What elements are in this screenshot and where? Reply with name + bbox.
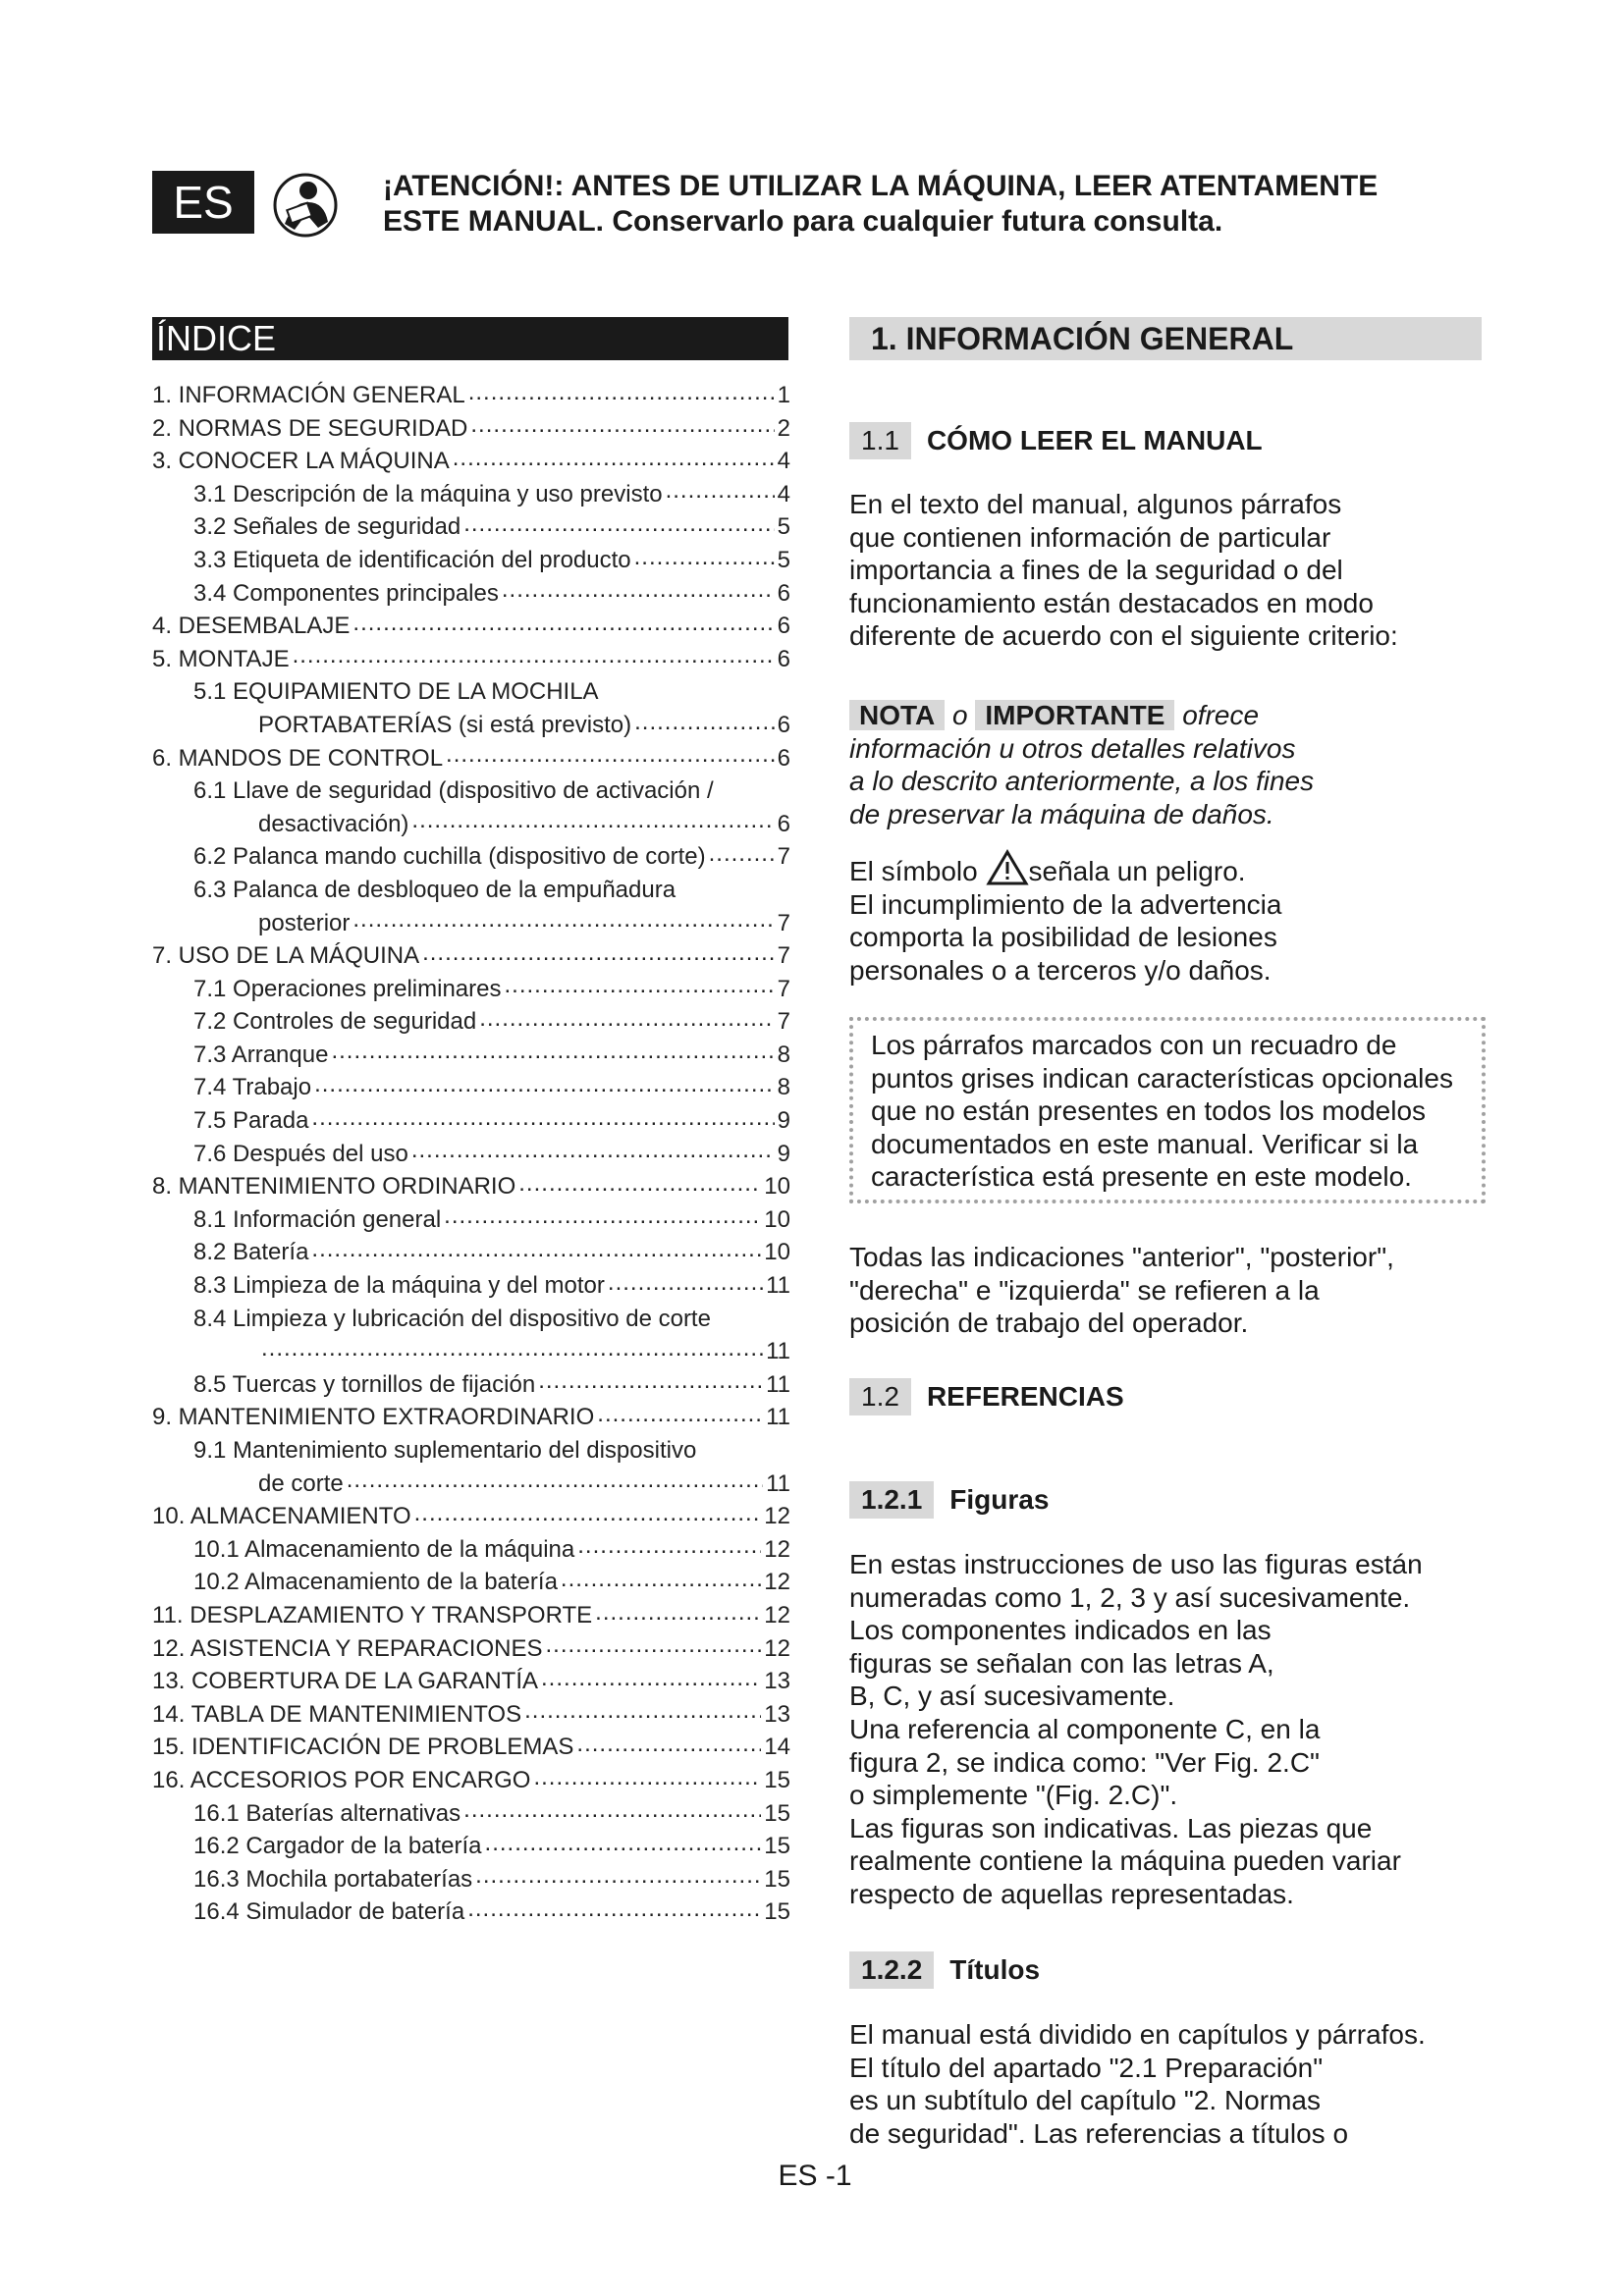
symbol-post-text: señala un peligro. (1028, 856, 1246, 886)
toc-entry (152, 478, 790, 511)
text-line: a lo descrito anteriormente, a los fines (849, 766, 1315, 797)
toc-entry-page: 11 (766, 1469, 790, 1497)
text-line: Los párrafos marcados con un recuadro de (871, 1030, 1397, 1060)
toc-entry (152, 445, 790, 478)
toc-entry (152, 1203, 790, 1237)
toc-entry-title: 10. ALMACENAMIENTO (152, 1503, 411, 1530)
toc-entry-title: 16.1 Baterías alternativas (193, 1799, 461, 1827)
paragraph-figures (849, 1548, 1488, 1911)
toc-leader-dots (470, 412, 774, 446)
section-1-title: 1. INFORMACIÓN GENERAL (849, 317, 1482, 360)
table-of-contents (152, 379, 790, 1929)
subsection-title: CÓMO LEER EL MANUAL (926, 425, 1263, 455)
toc-entry-page: 12 (764, 1601, 790, 1629)
importante-tag: IMPORTANTE (975, 700, 1174, 730)
toc-entry-title: 13. COBERTURA DE LA GARANTÍA (152, 1668, 539, 1695)
toc-entry-title: 3.4 Componentes principales (193, 579, 499, 607)
toc-entry-title: 16.4 Simulador de batería (193, 1898, 465, 1926)
toc-leader-dots (475, 1863, 761, 1896)
toc-entry-page: 7 (777, 975, 790, 1002)
toc-entry-page: 7 (777, 942, 790, 970)
toc-leader-dots (331, 1039, 774, 1072)
toc-entry (152, 1533, 790, 1567)
toc-leader-dots (352, 907, 774, 940)
toc-entry-page: 12 (764, 1634, 790, 1662)
toc-leader-dots (595, 1599, 761, 1632)
toc-entry (152, 874, 790, 907)
toc-entry (152, 907, 790, 940)
text-line: numeradas como 1, 2, 3 y así sucesivamente. (849, 1581, 1411, 1613)
subsection-number: 1.1 (849, 422, 911, 459)
toc-entry (152, 1303, 790, 1336)
text-line: que contienen información de particular (849, 521, 1331, 553)
text-line: característica está presente en este modelo. (871, 1161, 1412, 1193)
subsection-title: Títulos (949, 1954, 1041, 1985)
toc-entry-page: 12 (764, 1535, 790, 1563)
toc-entry-page: 12 (764, 1503, 790, 1530)
toc-leader-dots (505, 973, 775, 1006)
text-line: puntos grises indican características opcionales (871, 1062, 1453, 1094)
toc-leader-dots (538, 1368, 763, 1402)
toc-entry (152, 1500, 790, 1533)
toc-entry (152, 1830, 790, 1863)
toc-leader-dots (444, 1203, 761, 1237)
toc-entry-title: 3. CONOCER LA MÁQUINA (152, 448, 450, 475)
attention-line-1: ¡ATENCIÓN!: ANTES DE UTILIZAR LA MÁQUINA, LEER ATENTAMENTE (383, 170, 1379, 202)
toc-leader-dots (608, 1269, 763, 1303)
toc-entry-title: 7.4 Trabajo (193, 1074, 312, 1101)
toc-entry-page: 11 (766, 1338, 790, 1365)
toc-entry-page: 10 (764, 1239, 790, 1266)
toc-entry (152, 1401, 790, 1434)
toc-entry-title: 16.3 Mochila portabaterías (193, 1865, 473, 1893)
text-line: diferente de acuerdo con el siguiente criterio: (849, 620, 1398, 652)
text-line: personales o a terceros y/o daños. (849, 954, 1272, 986)
or-word: o (952, 700, 968, 730)
toc-entry-title: 8.5 Tuercas y tornillos de fijación (193, 1370, 536, 1398)
toc-entry-page: 6 (777, 613, 790, 640)
toc-leader-dots (709, 840, 775, 874)
toc-entry-title: 3.1 Descripción de la máquina y uso previsto (193, 480, 663, 507)
toc-leader-dots (463, 1797, 761, 1831)
toc-entry (152, 1138, 790, 1171)
toc-entry-title: 9. MANTENIMIENTO EXTRAORDINARIO (152, 1404, 595, 1431)
toc-entry (152, 1170, 790, 1203)
subsection-1-2-heading (849, 1378, 1124, 1415)
toc-entry-title: de corte (258, 1469, 344, 1497)
toc-entry (152, 1797, 790, 1831)
toc-entry-page: 13 (764, 1668, 790, 1695)
toc-leader-dots (411, 1138, 775, 1171)
toc-entry-title: 6.1 Llave de seguridad (dispositivo de activación / (193, 777, 714, 805)
toc-entry (152, 1566, 790, 1599)
text-line: figuras se señalan con las letras A, (849, 1647, 1274, 1679)
toc-entry-title: 8.4 Limpieza y lubricación del dispositivo de corte (193, 1305, 711, 1332)
toc-leader-dots (347, 1468, 763, 1501)
toc-leader-dots (422, 939, 775, 973)
subsection-number: 1.2.2 (849, 1951, 934, 1989)
toc-entry-page: 15 (764, 1799, 790, 1827)
toc-entry-title: 5.1 EQUIPAMIENTO DE LA MOCHILA (193, 678, 599, 706)
text-line: "derecha" e "izquierda" se refieren a la (849, 1274, 1320, 1306)
toc-leader-dots (577, 1533, 761, 1567)
toc-leader-dots (311, 1236, 761, 1269)
toc-entry (152, 939, 790, 973)
toc-leader-dots (634, 544, 775, 577)
toc-entry-page: 14 (764, 1734, 790, 1761)
toc-entry-page: 1 (777, 382, 790, 408)
toc-entry (152, 1368, 790, 1402)
toc-entry-page: 7 (777, 843, 790, 871)
paragraph-danger (849, 849, 1488, 987)
subsection-number: 1.2.1 (849, 1481, 934, 1519)
text-line: que no están presentes en todos los modelos (871, 1095, 1427, 1127)
toc-entry (152, 1005, 790, 1039)
text-line: En estas instrucciones de uso las figuras están (849, 1549, 1423, 1579)
toc-entry-title: 7. USO DE LA MÁQUINA (152, 942, 420, 970)
toc-entry-title: 15. IDENTIFICACIÓN DE PROBLEMAS (152, 1734, 574, 1761)
subsection-1-2-2-heading (849, 1951, 1040, 1989)
toc-entry-title: 7.1 Operaciones preliminares (193, 975, 502, 1002)
text-line: funcionamiento están destacados en modo (849, 587, 1374, 618)
toc-entry (152, 1599, 790, 1632)
text-line: documentados en este manual. Verificar si la (871, 1128, 1419, 1159)
toc-entry (152, 510, 790, 544)
warning-triangle-icon (986, 849, 1029, 886)
text-line: información u otros detalles relativos (849, 732, 1296, 764)
toc-entry-page: 11 (766, 1404, 790, 1431)
toc-entry-page: 7 (777, 1008, 790, 1036)
toc-entry-page: 15 (764, 1833, 790, 1860)
toc-entry (152, 1434, 790, 1468)
text-line: El manual está dividido en capítulos y párrafos. (849, 2019, 1426, 2050)
toc-entry (152, 709, 790, 742)
toc-entry-title: 7.2 Controles de seguridad (193, 1008, 477, 1036)
toc-entry-title: 8.3 Limpieza de la máquina y del motor (193, 1272, 605, 1300)
toc-entry (152, 973, 790, 1006)
toc-entry (152, 1764, 790, 1797)
toc-entry (152, 643, 790, 676)
text-line: comporta la posibilidad de lesiones (849, 922, 1277, 953)
toc-entry-title: 4. DESEMBALAJE (152, 613, 351, 640)
text-line: de seguridad". Las referencias a títulos o (849, 2117, 1349, 2149)
toc-entry-title: 8. MANTENIMIENTO ORDINARIO (152, 1173, 516, 1201)
toc-entry-title: 11. DESPLAZAMIENTO Y TRANSPORTE (152, 1601, 593, 1629)
toc-entry (152, 1863, 790, 1896)
toc-leader-dots (314, 1071, 775, 1104)
toc-entry-page: 15 (764, 1766, 790, 1793)
toc-entry-page: 12 (764, 1569, 790, 1596)
toc-entry-page: 2 (777, 414, 790, 442)
toc-entry (152, 808, 790, 841)
toc-entry (152, 577, 790, 611)
toc-leader-dots (485, 1830, 762, 1863)
toc-leader-dots (541, 1665, 761, 1698)
toc-entry-page: 4 (777, 480, 790, 507)
toc-leader-dots (518, 1170, 761, 1203)
toc-entry (152, 1896, 790, 1929)
symbol-pre-text: El símbolo (849, 856, 978, 886)
toc-entry-page: 5 (777, 513, 790, 541)
toc-entry (152, 1731, 790, 1764)
toc-entry (152, 412, 790, 446)
toc-entry-title: 7.6 Después del uso (193, 1140, 408, 1167)
toc-entry (152, 1335, 790, 1368)
toc-entry-title: 8.1 Información general (193, 1205, 442, 1233)
toc-entry-page: 10 (764, 1205, 790, 1233)
toc-leader-dots (479, 1005, 774, 1039)
toc-entry-page: 11 (766, 1370, 790, 1398)
toc-entry-title: 7.5 Parada (193, 1107, 309, 1135)
toc-leader-dots (561, 1566, 761, 1599)
text-line: El título del apartado "2.1 Preparación" (849, 2052, 1324, 2083)
toc-entry-title: 3.3 Etiqueta de identificación del producto (193, 546, 631, 573)
toc-entry-title: 9.1 Mantenimiento suplementario del dispositivo (193, 1437, 697, 1464)
toc-entry-page: 5 (777, 546, 790, 573)
toc-entry (152, 1468, 790, 1501)
subsection-title: REFERENCIAS (926, 1381, 1124, 1412)
paragraph-titles (849, 2018, 1488, 2150)
toc-entry (152, 610, 790, 643)
text-line: Todas las indicaciones "anterior", "posterior", (849, 1242, 1394, 1272)
toc-leader-dots (546, 1632, 762, 1666)
toc-entry (152, 1236, 790, 1269)
toc-leader-dots (311, 1104, 774, 1138)
optional-features-box (849, 1017, 1486, 1203)
toc-leader-dots (446, 742, 775, 775)
language-badge: ES (152, 171, 254, 234)
paragraph-how-to-read (849, 488, 1488, 653)
toc-entry (152, 1665, 790, 1698)
toc-entry-title: desactivación) (258, 810, 409, 837)
subsection-1-2-1-heading (849, 1481, 1049, 1519)
toc-entry-page: 9 (777, 1140, 790, 1167)
toc-leader-dots (293, 643, 775, 676)
text-line: importancia a fines de la seguridad o del (849, 555, 1343, 586)
toc-entry-title: posterior (258, 909, 351, 936)
text-line: En el texto del manual, algunos párrafos (849, 489, 1342, 519)
read-manual-icon (271, 173, 340, 238)
toc-entry-page: 15 (764, 1898, 790, 1926)
text-line: Las figuras son indicativas. Las piezas que (849, 1812, 1373, 1843)
subsection-title: Figuras (949, 1484, 1050, 1515)
text-line: El incumplimiento de la advertencia (849, 888, 1282, 920)
toc-leader-dots (666, 478, 775, 511)
toc-leader-dots (524, 1698, 761, 1732)
toc-entry-title: 5. MONTAJE (152, 645, 290, 672)
toc-leader-dots (352, 610, 774, 643)
toc-entry-title: 8.2 Batería (193, 1239, 309, 1266)
attention-line-2: ESTE MANUAL. Conservarlo para cualquier futura consulta. (383, 205, 1223, 238)
text-line: posición de trabajo del operador. (849, 1308, 1249, 1339)
toc-entry-page: 6 (777, 810, 790, 837)
text-line: de preservar la máquina de daños. (849, 798, 1274, 829)
toc-entry-title: 3.2 Señales de seguridad (193, 513, 461, 541)
paragraph-note (849, 699, 1488, 830)
text-line: realmente contiene la máquina pueden variar (849, 1845, 1401, 1877)
attention-notice (383, 169, 1463, 240)
toc-entry-title: 6.3 Palanca de desbloqueo de la empuñadura (193, 876, 677, 903)
toc-entry (152, 379, 790, 412)
toc-entry-page: 10 (764, 1173, 790, 1201)
toc-entry (152, 742, 790, 775)
toc-leader-dots (414, 1500, 762, 1533)
toc-entry-title: 12. ASISTENCIA Y REPARACIONES (152, 1634, 543, 1662)
toc-entry (152, 1071, 790, 1104)
toc-entry-page: 8 (777, 1074, 790, 1101)
text-line: o simplemente "(Fig. 2.C)". (849, 1780, 1178, 1811)
toc-entry-title: 14. TABLA DE MANTENIMIENTOS (152, 1700, 522, 1728)
subsection-1-1-heading (849, 422, 1263, 459)
nota-tag: NOTA (849, 700, 945, 730)
toc-leader-dots (463, 510, 774, 544)
toc-entry-title: 16.2 Cargador de la batería (193, 1833, 482, 1860)
toc-entry-page: 6 (777, 579, 790, 607)
toc-leader-dots (576, 1731, 761, 1764)
index-title: ÍNDICE (152, 317, 788, 360)
toc-entry-title: 10.2 Almacenamiento de la batería (193, 1569, 558, 1596)
toc-leader-dots (411, 808, 774, 841)
toc-entry (152, 675, 790, 709)
toc-entry-page: 15 (764, 1865, 790, 1893)
toc-entry-page: 8 (777, 1041, 790, 1068)
toc-entry (152, 1039, 790, 1072)
toc-entry-page: 7 (777, 909, 790, 936)
toc-entry (152, 840, 790, 874)
toc-leader-dots (468, 379, 775, 412)
toc-entry-title: 6. MANDOS DE CONTROL (152, 744, 444, 772)
text-line: respecto de aquellas representadas. (849, 1878, 1294, 1909)
toc-leader-dots (453, 445, 775, 478)
toc-leader-dots (634, 709, 775, 742)
paragraph-positions (849, 1241, 1488, 1340)
toc-leader-dots (502, 577, 775, 611)
toc-leader-dots (261, 1335, 763, 1368)
text-line: es un subtítulo del capítulo "2. Normas (849, 2085, 1321, 2116)
toc-leader-dots (533, 1764, 761, 1797)
toc-entry-title: 2. NORMAS DE SEGURIDAD (152, 414, 468, 442)
toc-entry-title: 1. INFORMACIÓN GENERAL (152, 382, 465, 408)
toc-entry-page: 6 (777, 711, 790, 738)
toc-entry (152, 1269, 790, 1303)
toc-entry-title: 10.1 Almacenamiento de la máquina (193, 1535, 575, 1563)
text-line: Los componentes indicados en las (849, 1615, 1272, 1646)
text-line: Una referencia al componente C, en la (849, 1713, 1321, 1744)
toc-leader-dots (467, 1896, 761, 1929)
toc-leader-dots (597, 1401, 763, 1434)
text-line: B, C, y así sucesivamente. (849, 1681, 1175, 1712)
toc-entry-title: 7.3 Arranque (193, 1041, 329, 1068)
toc-entry-page: 6 (777, 744, 790, 772)
page-number: ES -1 (778, 2160, 852, 2192)
toc-entry-title: 16. ACCESORIOS POR ENCARGO (152, 1766, 531, 1793)
subsection-number: 1.2 (849, 1378, 911, 1415)
offers-word: ofrece (1182, 700, 1260, 730)
toc-entry-title: 6.2 Palanca mando cuchilla (dispositivo de corte) (193, 843, 706, 871)
toc-entry-page: 6 (777, 645, 790, 672)
toc-entry (152, 1104, 790, 1138)
toc-entry (152, 1698, 790, 1732)
toc-entry-page: 9 (777, 1107, 790, 1135)
text-line: figura 2, se indica como: "Ver Fig. 2.C" (849, 1746, 1320, 1778)
toc-entry-page: 4 (777, 448, 790, 475)
toc-entry (152, 774, 790, 808)
toc-entry-title: PORTABATERÍAS (si está previsto) (258, 711, 632, 738)
toc-entry-page: 13 (764, 1700, 790, 1728)
toc-entry (152, 1632, 790, 1666)
toc-entry (152, 544, 790, 577)
toc-entry-page: 11 (766, 1272, 790, 1300)
